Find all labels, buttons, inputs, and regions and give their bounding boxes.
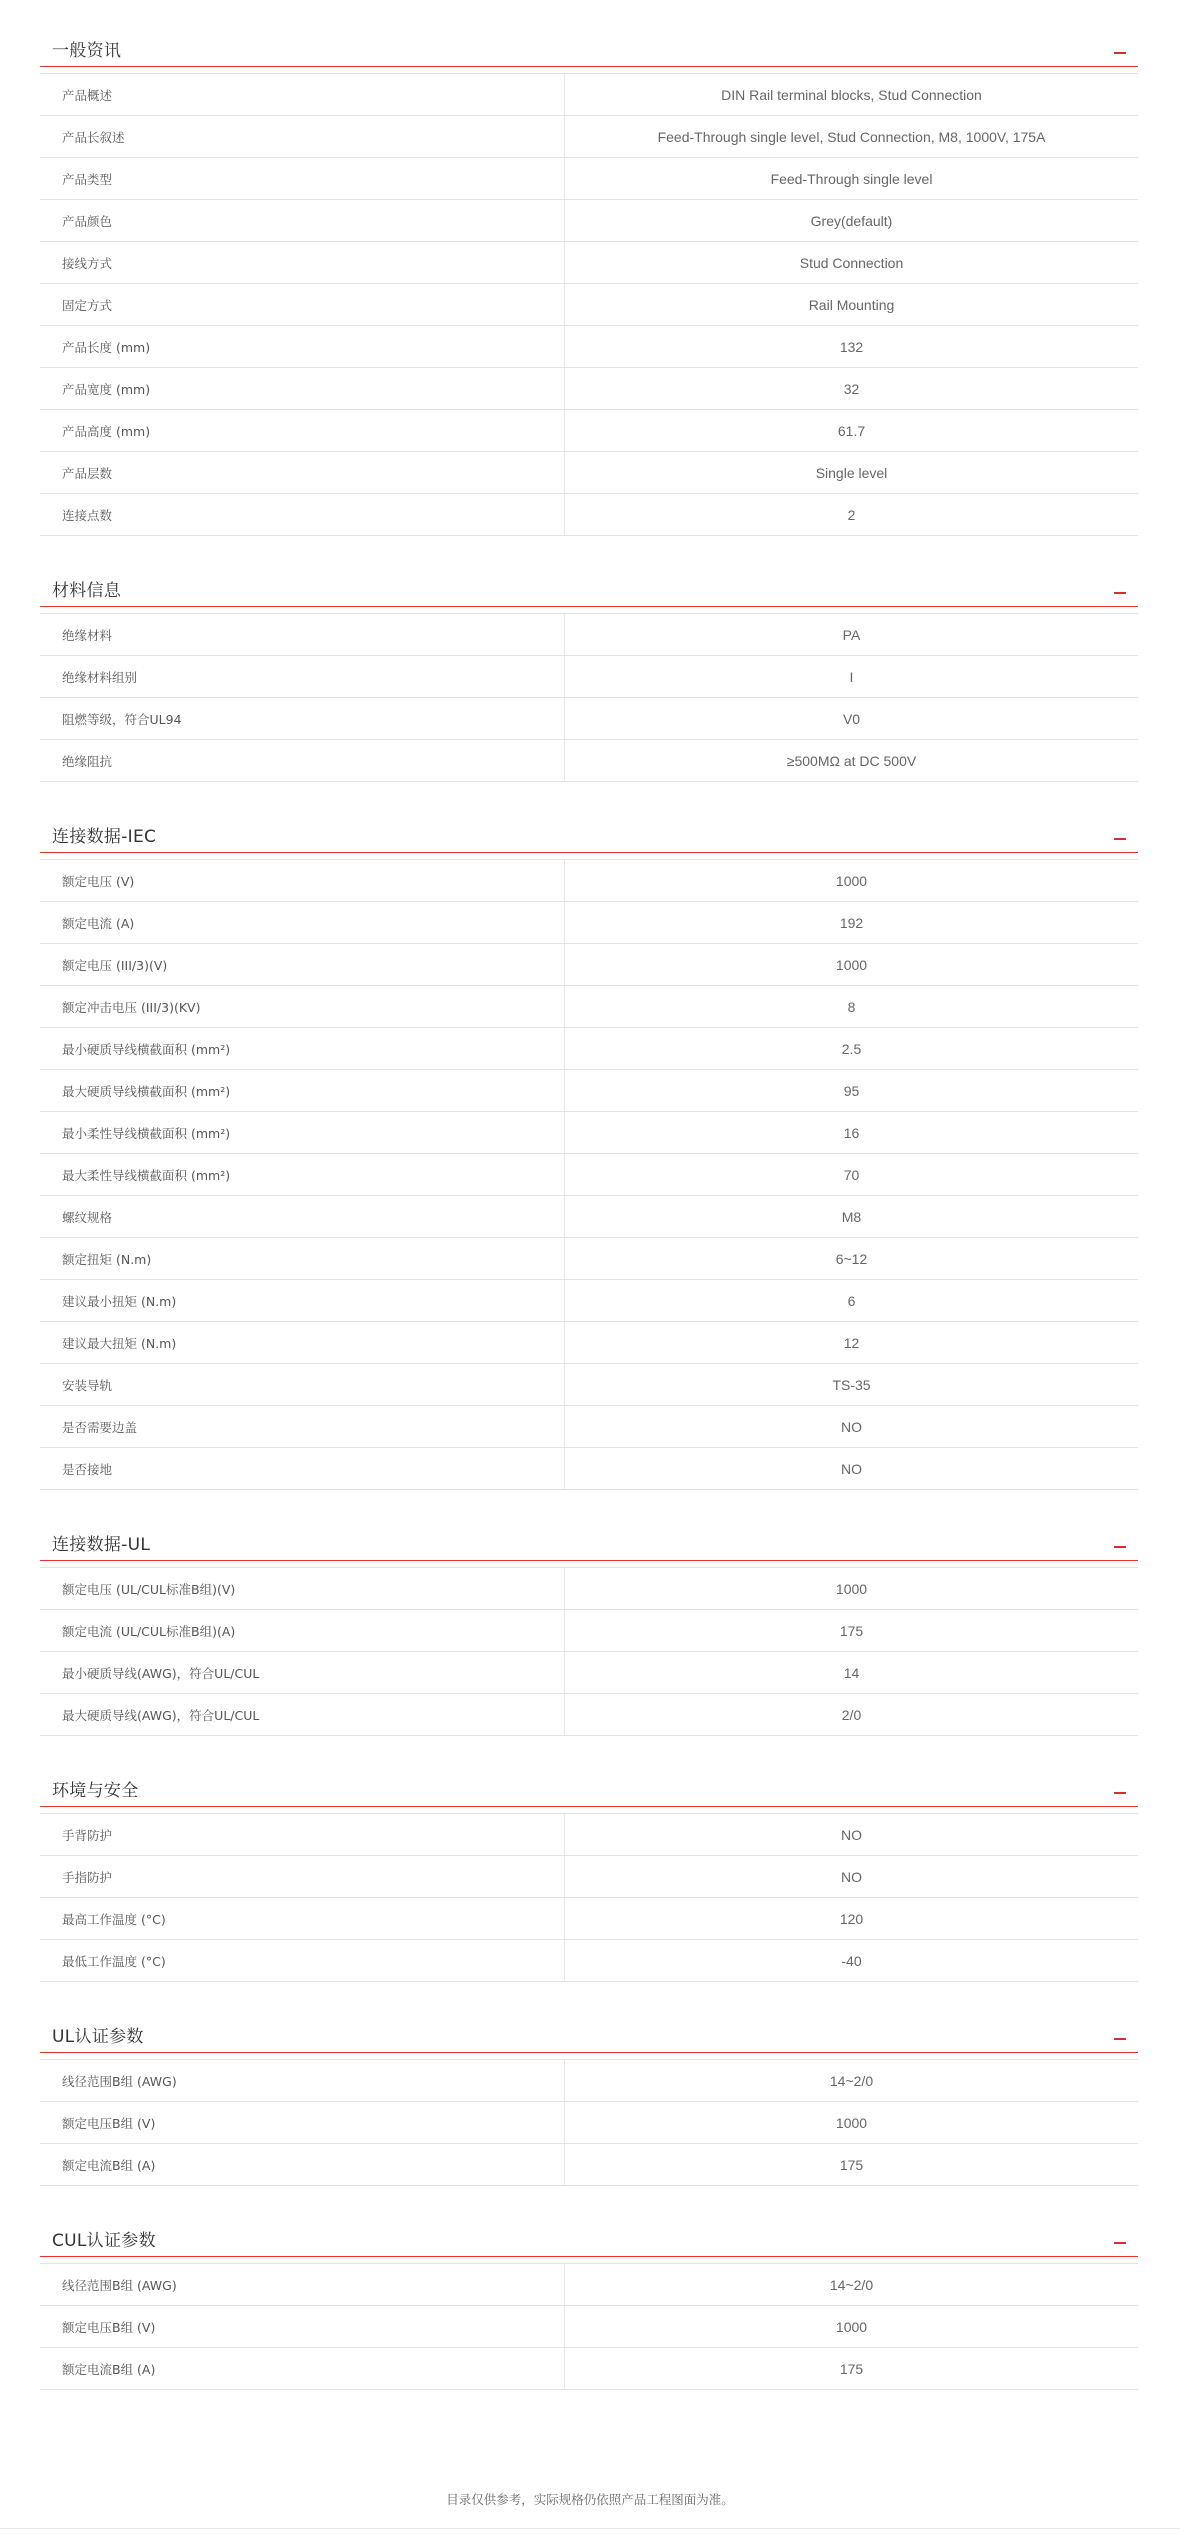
spec-value: NO bbox=[841, 1418, 862, 1435]
spec-row bbox=[40, 1856, 1138, 1898]
spec-label: 额定冲击电压 (III/3)(KV) bbox=[40, 986, 565, 1027]
collapse-minus-icon[interactable] bbox=[1114, 2242, 1126, 2244]
spec-row bbox=[40, 116, 1138, 158]
spec-table bbox=[40, 2059, 1138, 2186]
spec-value: Single level bbox=[815, 464, 888, 481]
spec-value: TS-35 bbox=[832, 1376, 871, 1393]
spec-value: ≥500MΩ at DC 500V bbox=[786, 752, 917, 769]
section-header[interactable] bbox=[40, 2218, 1138, 2257]
spec-value: Rail Mounting bbox=[808, 296, 895, 313]
spec-row bbox=[40, 452, 1138, 494]
collapse-minus-icon[interactable] bbox=[1114, 1792, 1126, 1794]
section-title: 材料信息 bbox=[52, 581, 122, 601]
spec-row bbox=[40, 1652, 1138, 1694]
spec-table bbox=[40, 1567, 1138, 1736]
spec-label: 安装导轨 bbox=[40, 1364, 565, 1405]
section-header[interactable] bbox=[40, 568, 1138, 607]
spec-value: 95 bbox=[843, 1082, 860, 1099]
spec-row bbox=[40, 1154, 1138, 1196]
section-header[interactable] bbox=[40, 2014, 1138, 2053]
spec-value: 6 bbox=[847, 1292, 856, 1309]
spec-label: 最小柔性导线横截面积 (mm²) bbox=[40, 1112, 565, 1153]
spec-label: 产品长叙述 bbox=[40, 116, 565, 157]
section-title: 连接数据-IEC bbox=[52, 827, 157, 847]
spec-row bbox=[40, 902, 1138, 944]
spec-label: 连接点数 bbox=[40, 494, 565, 535]
spec-label: 额定电流 (A) bbox=[40, 902, 565, 943]
spec-label: 产品宽度 (mm) bbox=[40, 368, 565, 409]
spec-value: 16 bbox=[843, 1124, 860, 1141]
spec-row bbox=[40, 1813, 1138, 1856]
spec-label: 最大硬质导线横截面积 (mm²) bbox=[40, 1070, 565, 1111]
spec-row bbox=[40, 1694, 1138, 1736]
spec-value: 1000 bbox=[835, 2318, 868, 2335]
collapse-minus-icon[interactable] bbox=[1114, 2038, 1126, 2040]
spec-row bbox=[40, 1238, 1138, 1280]
spec-row bbox=[40, 656, 1138, 698]
spec-label: 最小硬质导线横截面积 (mm²) bbox=[40, 1028, 565, 1069]
spec-value: 61.7 bbox=[837, 422, 866, 439]
spec-row bbox=[40, 740, 1138, 782]
footer-note: 目录仅供参考，实际规格仍依照产品工程图面为准。 bbox=[446, 2492, 734, 2507]
spec-value: NO bbox=[841, 1460, 862, 1477]
spec-section bbox=[40, 28, 1138, 536]
section-header[interactable] bbox=[40, 1768, 1138, 1807]
spec-value: 175 bbox=[839, 2360, 864, 2377]
spec-table bbox=[40, 613, 1138, 782]
spec-label: 产品高度 (mm) bbox=[40, 410, 565, 451]
spec-label: 产品概述 bbox=[40, 74, 565, 115]
spec-value: 6~12 bbox=[835, 1250, 868, 1267]
spec-value: 2 bbox=[847, 506, 856, 523]
spec-label: 额定电压 (III/3)(V) bbox=[40, 944, 565, 985]
spec-label: 产品颜色 bbox=[40, 200, 565, 241]
spec-label: 额定电压B组 (V) bbox=[40, 2306, 565, 2347]
spec-value: 8 bbox=[847, 998, 856, 1015]
spec-value: 1000 bbox=[835, 2114, 868, 2131]
section-header[interactable] bbox=[40, 1522, 1138, 1561]
spec-label: 绝缘材料 bbox=[40, 614, 565, 655]
spec-value: 12 bbox=[843, 1334, 860, 1351]
spec-label: 额定扭矩 (N.m) bbox=[40, 1238, 565, 1279]
spec-row bbox=[40, 1280, 1138, 1322]
spec-row bbox=[40, 2263, 1138, 2306]
spec-label: 线径范围B组 (AWG) bbox=[40, 2264, 565, 2305]
spec-value: 132 bbox=[839, 338, 864, 355]
spec-row bbox=[40, 2306, 1138, 2348]
spec-value: Feed-Through single level bbox=[770, 170, 933, 187]
footer-divider bbox=[0, 2528, 1180, 2529]
section-header[interactable] bbox=[40, 814, 1138, 853]
spec-value: 2.5 bbox=[841, 1040, 862, 1057]
spec-value: 120 bbox=[839, 1910, 864, 1927]
collapse-minus-icon[interactable] bbox=[1114, 52, 1126, 54]
spec-row bbox=[40, 158, 1138, 200]
spec-row bbox=[40, 986, 1138, 1028]
section-title: 一般资讯 bbox=[52, 41, 122, 61]
spec-table bbox=[40, 73, 1138, 536]
spec-row bbox=[40, 1610, 1138, 1652]
spec-label: 建议最小扭矩 (N.m) bbox=[40, 1280, 565, 1321]
spec-section bbox=[40, 814, 1138, 1490]
spec-row bbox=[40, 2348, 1138, 2390]
spec-label: 阻燃等级，符合UL94 bbox=[40, 698, 565, 739]
collapse-minus-icon[interactable] bbox=[1114, 592, 1126, 594]
spec-row bbox=[40, 1364, 1138, 1406]
spec-row bbox=[40, 1070, 1138, 1112]
spec-page bbox=[40, 0, 1138, 2390]
spec-row bbox=[40, 2059, 1138, 2102]
spec-row bbox=[40, 944, 1138, 986]
spec-value: 2/0 bbox=[841, 1706, 862, 1723]
spec-section bbox=[40, 2014, 1138, 2186]
section-title: 连接数据-UL bbox=[52, 1535, 151, 1555]
section-header[interactable] bbox=[40, 28, 1138, 67]
spec-label: 螺纹规格 bbox=[40, 1196, 565, 1237]
spec-label: 绝缘材料组别 bbox=[40, 656, 565, 697]
spec-label: 产品层数 bbox=[40, 452, 565, 493]
spec-row bbox=[40, 1112, 1138, 1154]
spec-value: 1000 bbox=[835, 872, 868, 889]
spec-label: 额定电流 (UL/CUL标准B组)(A) bbox=[40, 1610, 565, 1651]
spec-value: 14 bbox=[843, 1664, 860, 1681]
spec-row bbox=[40, 1406, 1138, 1448]
spec-value: PA bbox=[842, 626, 861, 643]
spec-label: 额定电流B组 (A) bbox=[40, 2348, 565, 2389]
spec-label: 最大硬质导线(AWG)，符合UL/CUL bbox=[40, 1694, 565, 1735]
spec-row bbox=[40, 326, 1138, 368]
section-title: 环境与安全 bbox=[52, 1781, 139, 1801]
spec-value: NO bbox=[841, 1868, 862, 1885]
spec-value: -40 bbox=[841, 1952, 862, 1969]
spec-value: 14~2/0 bbox=[829, 2072, 874, 2089]
section-title: CUL认证参数 bbox=[52, 2231, 156, 2251]
spec-label: 最高工作温度 (°C) bbox=[40, 1898, 565, 1939]
spec-row bbox=[40, 698, 1138, 740]
spec-value: V0 bbox=[842, 710, 861, 727]
spec-label: 最小硬质导线(AWG)，符合UL/CUL bbox=[40, 1652, 565, 1693]
spec-value: 70 bbox=[843, 1166, 860, 1183]
spec-section bbox=[40, 1768, 1138, 1982]
spec-label: 是否需要边盖 bbox=[40, 1406, 565, 1447]
spec-label: 手指防护 bbox=[40, 1856, 565, 1897]
spec-value: Stud Connection bbox=[799, 254, 904, 271]
spec-label: 线径范围B组 (AWG) bbox=[40, 2060, 565, 2101]
spec-row bbox=[40, 2144, 1138, 2186]
spec-row bbox=[40, 1322, 1138, 1364]
spec-row bbox=[40, 1196, 1138, 1238]
spec-label: 额定电压 (UL/CUL标准B组)(V) bbox=[40, 1568, 565, 1609]
spec-value: 32 bbox=[843, 380, 860, 397]
spec-row bbox=[40, 368, 1138, 410]
spec-value: I bbox=[849, 668, 854, 685]
spec-label: 接线方式 bbox=[40, 242, 565, 283]
spec-row bbox=[40, 242, 1138, 284]
spec-label: 最大柔性导线横截面积 (mm²) bbox=[40, 1154, 565, 1195]
spec-row bbox=[40, 1940, 1138, 1982]
collapse-minus-icon[interactable] bbox=[1114, 1546, 1126, 1548]
spec-row bbox=[40, 1448, 1138, 1490]
spec-row bbox=[40, 2102, 1138, 2144]
spec-row bbox=[40, 1567, 1138, 1610]
spec-label: 额定电压 (V) bbox=[40, 860, 565, 901]
spec-value: 14~2/0 bbox=[829, 2276, 874, 2293]
collapse-minus-icon[interactable] bbox=[1114, 838, 1126, 840]
spec-label: 手背防护 bbox=[40, 1814, 565, 1855]
spec-row bbox=[40, 1028, 1138, 1070]
spec-row bbox=[40, 73, 1138, 116]
spec-label: 建议最大扭矩 (N.m) bbox=[40, 1322, 565, 1363]
spec-row bbox=[40, 613, 1138, 656]
spec-row bbox=[40, 200, 1138, 242]
spec-table bbox=[40, 2263, 1138, 2390]
spec-row bbox=[40, 1898, 1138, 1940]
spec-value: 1000 bbox=[835, 1580, 868, 1597]
spec-value: DIN Rail terminal blocks, Stud Connection bbox=[721, 86, 982, 103]
spec-value: 1000 bbox=[835, 956, 868, 973]
spec-value: 175 bbox=[839, 2156, 864, 2173]
section-title: UL认证参数 bbox=[52, 2027, 144, 2047]
spec-row bbox=[40, 410, 1138, 452]
spec-value: NO bbox=[841, 1826, 862, 1843]
spec-label: 产品类型 bbox=[40, 158, 565, 199]
spec-row bbox=[40, 494, 1138, 536]
spec-value: Feed-Through single level, Stud Connection, M8, 1000V, 175A bbox=[657, 128, 1046, 145]
spec-row bbox=[40, 284, 1138, 326]
spec-value: Grey(default) bbox=[810, 212, 893, 229]
spec-label: 绝缘阻抗 bbox=[40, 740, 565, 781]
spec-value: 175 bbox=[839, 1622, 864, 1639]
spec-section bbox=[40, 2218, 1138, 2390]
spec-label: 额定电压B组 (V) bbox=[40, 2102, 565, 2143]
spec-label: 产品长度 (mm) bbox=[40, 326, 565, 367]
spec-value: M8 bbox=[841, 1208, 862, 1225]
spec-table bbox=[40, 859, 1138, 1490]
spec-label: 固定方式 bbox=[40, 284, 565, 325]
spec-section bbox=[40, 568, 1138, 782]
spec-value: 192 bbox=[839, 914, 864, 931]
spec-table bbox=[40, 1813, 1138, 1982]
spec-label: 最低工作温度 (°C) bbox=[40, 1940, 565, 1981]
spec-label: 是否接地 bbox=[40, 1448, 565, 1489]
spec-label: 额定电流B组 (A) bbox=[40, 2144, 565, 2185]
spec-row bbox=[40, 859, 1138, 902]
spec-section bbox=[40, 1522, 1138, 1736]
